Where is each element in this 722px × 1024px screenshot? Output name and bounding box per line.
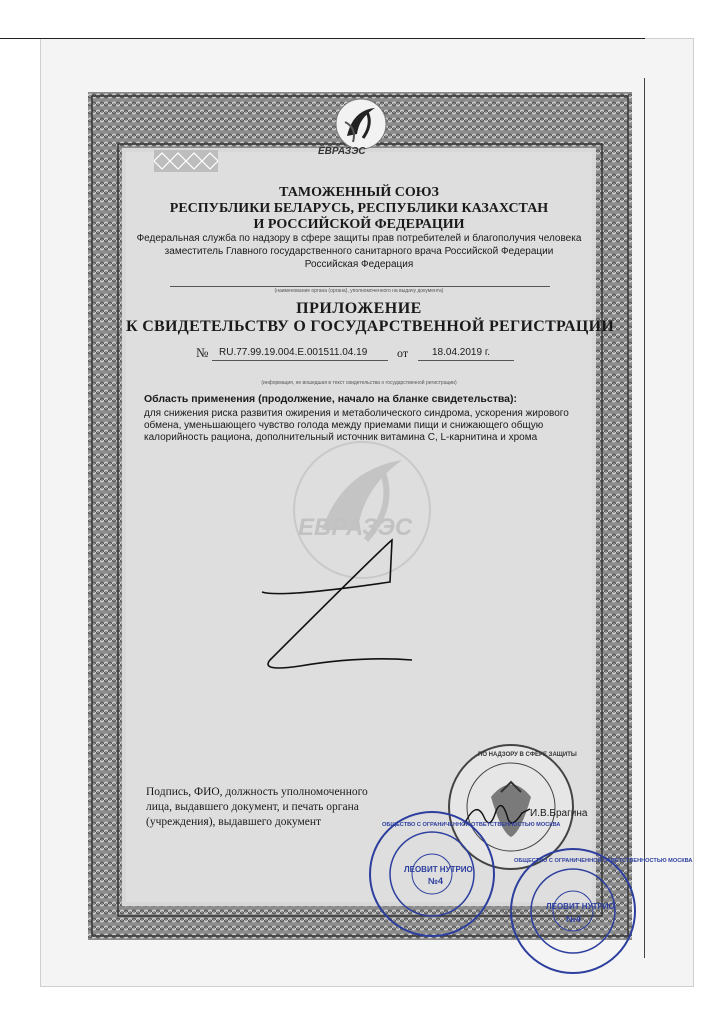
date-label: от — [397, 346, 409, 360]
header-line-1: ТАМОЖЕННЫЙ СОЮЗ — [279, 185, 439, 200]
official-seal-text: ПО НАДЗОРУ В СФЕРЕ ЗАЩИТЫ — [478, 752, 577, 758]
title-line-1: ПРИЛОЖЕНИЕ — [296, 300, 422, 317]
registration-number: RU.77.99.19.004.E.001511.04.19 — [219, 347, 368, 358]
agency-line-1: Федеральная служба по надзору в сфере защиты прав потребителей и благополучия человека — [136, 233, 582, 244]
scope-line-3: калорийность рациона, дополнительный источник витамина С, L-карнитина и хрома — [144, 432, 538, 443]
security-pattern-icon — [154, 150, 218, 172]
copy-stamp — [368, 810, 496, 938]
underline — [212, 360, 388, 361]
copy-stamp — [508, 846, 638, 976]
agency-line-3: Российская Федерация — [304, 259, 414, 270]
copy-stamp-2-text: ОБЩЕСТВО С ОГРАНИЧЕННОЙ ОТВЕТСТВЕННОСТЬЮ МОСКВА — [514, 858, 693, 864]
logo-text: ЕВРАЗЭС — [318, 146, 366, 157]
number-label: № — [196, 345, 209, 360]
caption-info: (информация, не вошедшая в текст свидетельства о государственной регистрации) — [261, 380, 457, 386]
underline — [418, 360, 514, 361]
copy-stamp-1-text: ОБЩЕСТВО С ОГРАНИЧЕННОЙ ОТВЕТСТВЕННОСТЬЮ МОСКВА — [382, 822, 561, 828]
registration-date: 18.04.2019 г. — [432, 347, 491, 358]
copy-stamp-2-center: ЛЕОВИТ НУТРИО — [546, 902, 615, 911]
signature-caption-1: Подпись, ФИО, должность уполномоченного — [146, 786, 368, 798]
header-line-3: И РОССИЙСКОЙ ФЕДЕРАЦИИ — [253, 217, 465, 232]
signature-caption-3: (учреждения), выдавшего документ — [146, 816, 322, 828]
scope-heading: Область применения (продолжение, начало на бланке свидетельства): — [144, 393, 517, 405]
watermark-text: ЕВРАЗЭС — [298, 514, 413, 541]
serial-number: 0000000 — [503, 909, 523, 915]
scope-line-2: обмена, уменьшающего чувство голода между приемами пищи и снижающего общую — [144, 420, 544, 431]
underline — [170, 286, 550, 287]
title-line-2: К СВИДЕТЕЛЬСТВУ О ГОСУДАРСТВЕННОЙ РЕГИСТРАЦИИ — [126, 318, 615, 335]
copy-stamp-1-center: ЛЕОВИТ НУТРИО — [404, 865, 473, 874]
signer-name: И.В.Брагина — [530, 808, 588, 819]
scope-line-1: для снижения риска развития ожирения и метаболического синдрома, ускорения жирового — [144, 408, 569, 419]
header-line-2: РЕСПУБЛИКИ БЕЛАРУСЬ, РЕСПУБЛИКИ КАЗАХСТАН — [169, 201, 549, 216]
scan-edge-line — [0, 38, 645, 39]
agency-line-2: заместитель Главного государственного санитарного врача Российской Федерации — [164, 246, 554, 257]
scan-edge-line — [644, 78, 645, 958]
copy-stamp-1-num: №4 — [428, 876, 444, 886]
caption-organ: (наименование органа (органа), уполномоченного на выдачу документа) — [274, 288, 444, 294]
copy-stamp-2-num: №4 — [566, 914, 582, 924]
signature-caption-2: лица, выдавшего документ, и печать органа — [146, 801, 359, 813]
cancellation-z-mark — [240, 510, 420, 680]
